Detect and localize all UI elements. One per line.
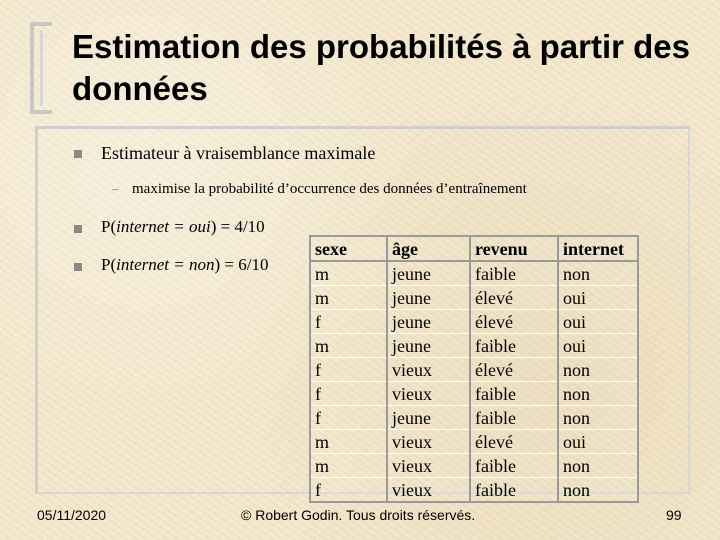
table-cell: non	[558, 478, 638, 503]
data-table	[309, 235, 639, 503]
sub-bullet-dash: –	[112, 181, 119, 196]
table-cell: f	[310, 310, 387, 334]
table-row	[310, 286, 638, 310]
title-left-bracket-inner	[40, 30, 52, 106]
table-cell: vieux	[387, 382, 470, 406]
bullet-prob-oui: P(internet = oui) = 4/10	[101, 217, 265, 236]
table-cell: non	[558, 261, 638, 286]
table-cell: élevé	[470, 310, 558, 334]
table-cell: non	[558, 382, 638, 406]
table-cell: m	[310, 261, 387, 286]
table-cell: élevé	[470, 286, 558, 310]
table-row	[310, 334, 638, 358]
table-cell: m	[310, 430, 387, 454]
bullet-square-icon	[74, 263, 82, 271]
table-cell: f	[310, 478, 387, 503]
footer-date: 05/11/2020	[37, 507, 107, 523]
table-row	[310, 310, 638, 334]
table-cell: f	[310, 358, 387, 382]
table-cell: élevé	[470, 358, 558, 382]
table-cell: non	[558, 358, 638, 382]
table-cell: m	[310, 286, 387, 310]
table-cell: élevé	[470, 430, 558, 454]
bullet-estimator: Estimateur à vraisemblance maximale	[101, 143, 376, 163]
table-cell: oui	[558, 334, 638, 358]
column-header-age: âge	[387, 236, 470, 261]
table-cell: vieux	[387, 358, 470, 382]
slide-title: Estimation des probabilités à partir des données	[72, 28, 690, 107]
bullet-prob-non: P(internet = non) = 6/10	[101, 255, 269, 274]
table-row	[310, 478, 638, 503]
table-cell: faible	[470, 334, 558, 358]
table-row	[310, 430, 638, 454]
table-cell: vieux	[387, 430, 470, 454]
table-cell: vieux	[387, 454, 470, 478]
table-row	[310, 382, 638, 406]
table-row	[310, 406, 638, 430]
table-cell: jeune	[387, 261, 470, 286]
table-cell: oui	[558, 430, 638, 454]
footer-copyright: © Robert Godin. Tous droits réservés.	[241, 507, 476, 523]
table-cell: m	[310, 334, 387, 358]
table-cell: non	[558, 454, 638, 478]
footer-page-number: 99	[666, 507, 682, 523]
table-cell: faible	[470, 406, 558, 430]
table-cell: faible	[470, 382, 558, 406]
table-row	[310, 454, 638, 478]
bullet-square-icon	[74, 225, 82, 233]
table-cell: faible	[470, 261, 558, 286]
table-cell: non	[558, 406, 638, 430]
bullet-square-icon	[74, 150, 82, 158]
table-cell: oui	[558, 286, 638, 310]
column-header-revenu: revenu	[470, 236, 558, 261]
table-cell: jeune	[387, 406, 470, 430]
table-cell: oui	[558, 310, 638, 334]
table-cell: faible	[470, 454, 558, 478]
table-cell: jeune	[387, 310, 470, 334]
column-header-internet: internet	[558, 236, 638, 261]
table-cell: jeune	[387, 334, 470, 358]
column-header-sexe: sexe	[310, 236, 387, 261]
table-header-row	[310, 236, 638, 261]
table-cell: vieux	[387, 478, 470, 503]
table-row	[310, 261, 638, 286]
table-cell: jeune	[387, 286, 470, 310]
table-row	[310, 358, 638, 382]
table-cell: f	[310, 406, 387, 430]
table-cell: faible	[470, 478, 558, 503]
table-cell: m	[310, 454, 387, 478]
table-cell: f	[310, 382, 387, 406]
bullet-estimator-sub: maximise la probabilité d’occurrence des données d’entraînement	[132, 181, 527, 197]
